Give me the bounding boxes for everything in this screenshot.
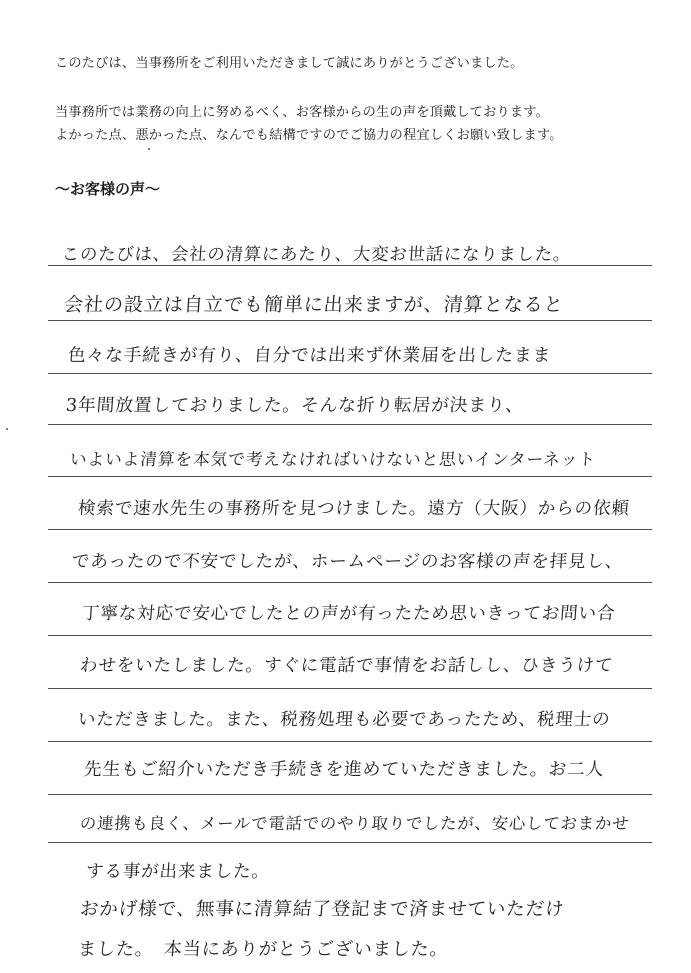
handwritten-line: 色々な手続きが有り、自分では出来ず休業届を出したまま <box>67 345 552 366</box>
handwritten-line: おかげ様で、無事に清算結了登記まで済ませていただけ <box>79 899 566 920</box>
printed-request-line-1: 当事務所では業務の向上に努めるべく、お客様からの生の声を頂戴しております。 <box>55 105 550 120</box>
printed-request-line-2: よかった点、悪かった点、なんでも結構ですのでご協力の程宜しくお願い致します。 <box>55 128 563 143</box>
handwritten-line: 検索で速水先生の事務所を見つけました。遠方（大阪）からの依頼 <box>77 499 631 519</box>
scan-speck <box>148 148 150 150</box>
section-title: ～お客様の声～ <box>55 180 161 198</box>
scan-speck <box>6 428 8 430</box>
handwritten-line: わせをいたしました。すぐに電話で事情をお話しし、ひきうけて <box>79 656 615 676</box>
handwritten-line: 先生もご紹介いただき手続きを進めていただきました。お二人 <box>83 759 605 780</box>
ruled-line <box>48 842 652 843</box>
handwritten-line: 会社の設立は自立でも簡単に出来ますが、清算となると <box>63 293 565 316</box>
handwritten-line: ました。 本当にありがとうございました。 <box>77 939 450 960</box>
handwritten-line: の連携も良く、メールで電話でのやり取りでしたが、安心しておまかせ <box>79 814 631 833</box>
printed-greeting: このたびは、当事務所をご利用いただきまして誠にありがとうございました。 <box>55 56 524 71</box>
ruled-line <box>48 794 652 795</box>
handwritten-line: であったので不安でしたが、ホームページのお客様の声を拝見し、 <box>71 552 624 572</box>
ruled-line <box>48 265 652 266</box>
handwritten-line: 丁寧な対応で安心でしたとの声が有ったため思いきってお問い合 <box>81 604 617 624</box>
ruled-line <box>48 529 652 530</box>
ruled-line <box>48 582 652 583</box>
ruled-line <box>48 373 652 374</box>
handwritten-line: いよいよ清算を本気で考えなければいけないと思いインターネット <box>69 449 597 469</box>
ruled-line <box>48 476 652 477</box>
ruled-line <box>48 741 652 742</box>
handwritten-line: このたびは、会社の清算にあたり、大変お世話になりました。 <box>61 245 572 265</box>
ruled-line <box>48 635 652 636</box>
handwritten-line: いただきました。また、税務処理も必要であったため、税理士の <box>77 710 612 730</box>
ruled-line <box>48 424 652 425</box>
ruled-line <box>48 688 652 689</box>
ruled-line <box>48 320 652 321</box>
handwritten-line: する事が出来ました。 <box>85 862 271 882</box>
handwritten-line: 3年間放置しておりました。そんな折り転居が決まり、 <box>65 395 525 416</box>
